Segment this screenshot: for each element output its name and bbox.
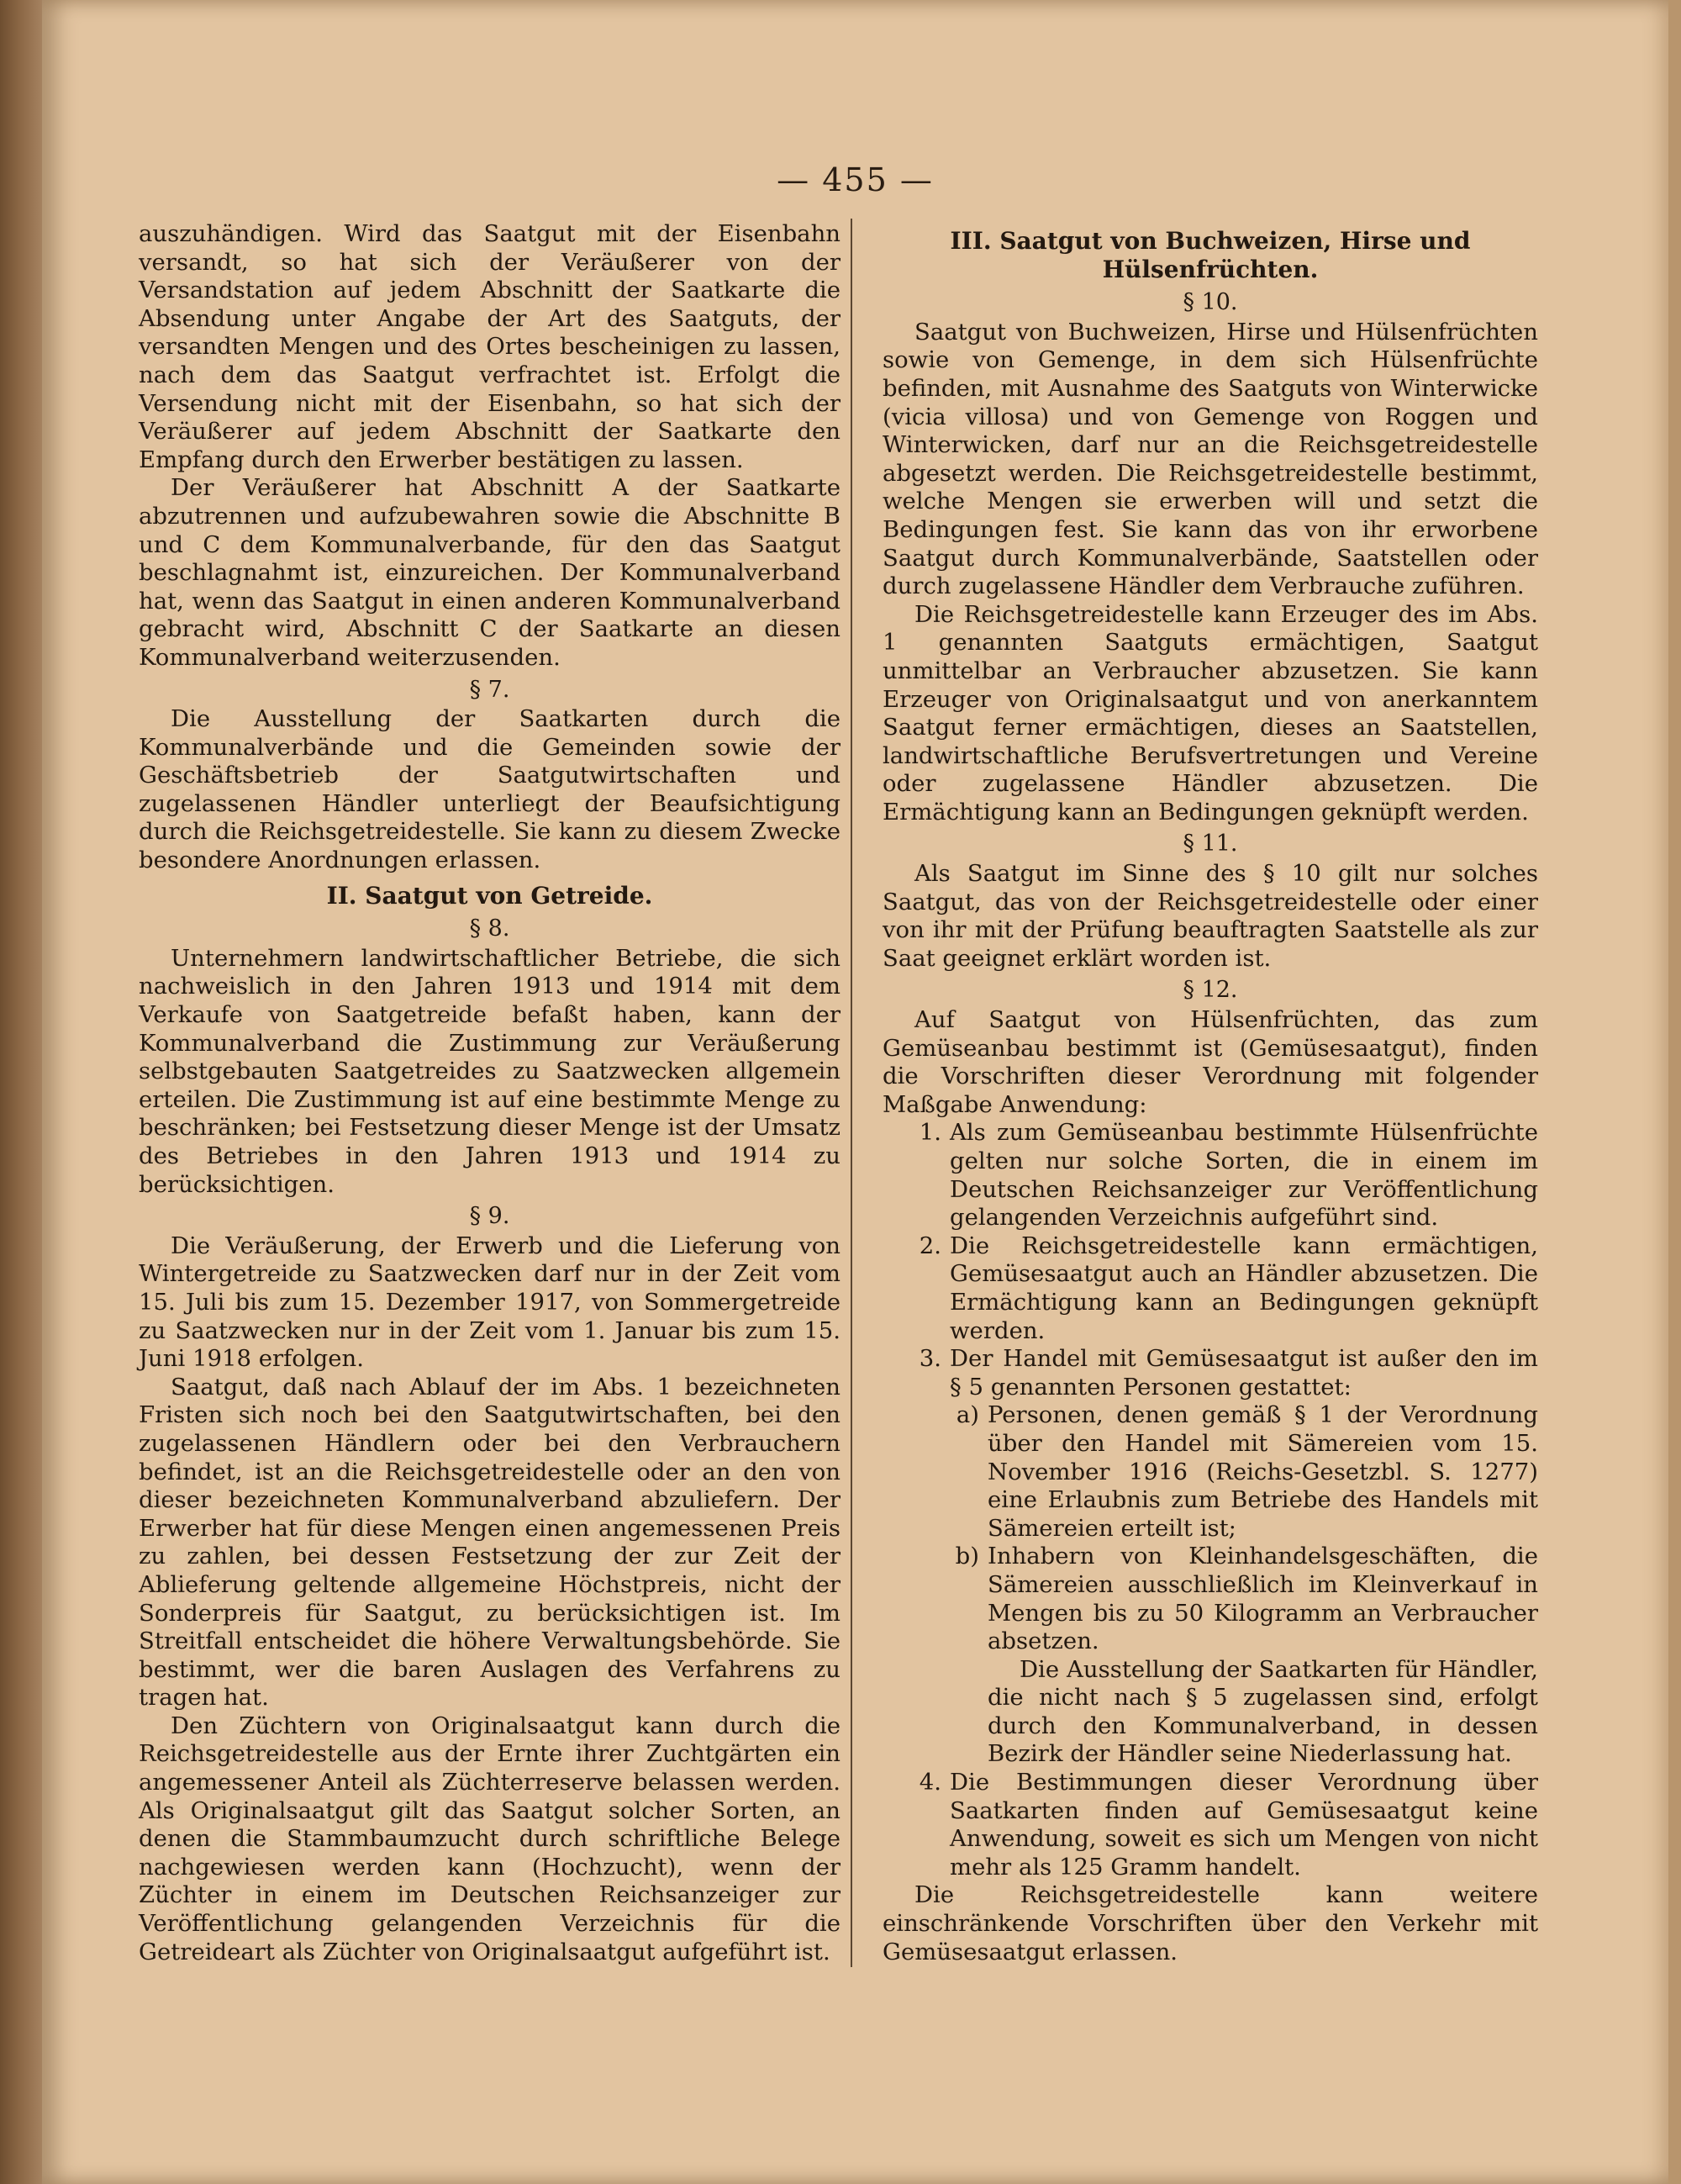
list-item	[883, 1119, 1538, 1232]
section-9-paragraph-1: Die Veräußerung, der Erwerb und die Lieferung von Wintergetreide zu Saatzwecken darf nur in der Zeit vom 15. Juli bis zum 15. Dezember 1917, von Sommergetreide zu Saatzwecken nur in der Zeit vom 1. Januar bis zum 15. Juni 1918 erfolgen.	[139, 1232, 840, 1373]
list-item-number: 3.	[919, 1345, 941, 1373]
list-item-text: Die Bestimmungen dieser Verordnung über Saatkarten finden auf Gemüsesaatgut keine Anwendung, soweit es sich um Mengen von nicht mehr als 125 Gramm handelt.	[950, 1769, 1538, 1881]
sub-list-note: Die Ausstellung der Saatkarten für Händler, die nicht nach § 5 zugelassen sind, erfolgt durch den Kommunalverband, in dessen Bezirk der Händler seine Niederlassung hat.	[988, 1655, 1538, 1768]
list-item	[883, 1232, 1538, 1345]
paragraph: Der Veräußerer hat Abschnitt A der Saatkarte abzutrennen und aufzubewahren sowie die Abschnitte B und C dem Kommunalverbande, für den das Saatgut beschlagnahmt ist, einzureichen. Der Kommunalverband hat, wenn das Saatgut in einen anderen Kommunalverband gebracht wird, Abschnitt C der Saatkarte an diesen Kommunalverband weiterzusenden.	[139, 474, 840, 671]
list-item-text: Der Handel mit Gemüsesaatgut ist außer den im § 5 genannten Personen gestattet:	[950, 1345, 1538, 1401]
list-item-number: 2.	[919, 1232, 941, 1259]
right-column	[883, 220, 1538, 1966]
column-divider	[851, 219, 852, 1967]
section-8-text: Unternehmern landwirtschaftlicher Betriebe, die sich nachweislich in den Jahren 1913 und 1914 mit dem Verkaufe von Saatgetreide befaßt haben, kann der Kommunalverband die Zustimmung zur Veräußerung selbstgebauten Saatgetreides zu Saatzwecken allgemein erteilen. Die Zustimmung ist auf eine bestimmte Menge zu beschränken; bei Festsetzung dieser Menge ist der Umsatz des Betriebes in den Jahren 1913 und 1914 zu berücksichtigen.	[139, 944, 840, 1198]
left-column	[139, 220, 840, 1966]
section-11-text: Als Saatgut im Sinne des § 10 gilt nur solches Saatgut, das von der Reichsgetreidestelle oder einer von ihr mit der Prüfung beauftragten Saatstelle als zur Saat geeignet erklärt worden ist.	[883, 860, 1538, 972]
closing-paragraph: Die Reichsgetreidestelle kann weitere einschränkende Vorschriften über den Verkehr mit Gemüsesaatgut erlassen.	[883, 1881, 1538, 1965]
page-number: — 455 —	[777, 161, 934, 198]
part-3-heading: III. Saatgut von Buchweizen, Hirse und Hülsenfrüchten.	[950, 227, 1471, 283]
book-binding-edge	[0, 0, 42, 2184]
sub-list-item-text: Personen, denen gemäß § 1 der Verordnung über den Handel mit Sämereien vom 15. November 1916 (Reichs-Gesetzbl. S. 1277) eine Erlaubnis zum Betriebe des Handels mit Sämereien erteilt ist;	[988, 1401, 1538, 1542]
section-12-intro: Auf Saatgut von Hülsenfrüchten, das zum Gemüseanbau bestimmt ist (Gemüsesaatgut), finden die Vorschriften dieser Verordnung mit folgender Maßgabe Anwendung:	[883, 1006, 1538, 1118]
section-11-heading: § 11.	[1183, 831, 1238, 857]
section-7-heading: § 7.	[469, 676, 510, 703]
list-item-text: Als zum Gemüseanbau bestimmte Hülsenfrüchte gelten nur solche Sorten, die in einem im Deutschen Reichsanzeiger zur Veröffentlichung gelangenden Verzeichnis aufgeführt sind.	[950, 1119, 1538, 1232]
section-9-paragraph-3: Den Züchtern von Originalsaatgut kann durch die Reichsgetreidestelle aus der Ernte ihrer Zuchtgärten ein angemessener Anteil als Züchterreserve belassen werden. Als Originalsaatgut gilt das Saatgut solcher Sorten, an denen die Stammbaumzucht durch schriftliche Belege nachgewiesen werden kann (Hochzucht), wenn der Züchter in einem im Deutschen Reichsanzeiger zur Veröffentlichung gelangenden Verzeichnis für die Getreideart als Züchter von Originalsaatgut aufgeführt ist.	[139, 1712, 840, 1965]
paragraph-continuation: auszuhändigen. Wird das Saatgut mit der Eisenbahn versandt, so hat sich der Veräußerer von der Versandstation auf jedem Abschnitt der Saatkarte die Absendung unter Angabe der Art des Saatguts, der versandten Mengen und des Ortes bescheinigen zu lassen, nach dem das Saatgut verfrachtet ist. Erfolgt die Versendung nicht mit der Eisenbahn, so hat sich der Veräußerer auf jedem Abschnitt der Saatkarte den Empfang durch den Erwerber bestätigen zu lassen.	[139, 220, 840, 473]
list-item	[883, 1345, 1538, 1401]
section-9-paragraph-2: Saatgut, daß nach Ablauf der im Abs. 1 bezeichneten Fristen sich noch bei den Saatgutwirtschaften, bei den zugelassenen Händlern oder bei den Verbrauchern befindet, ist an die Reichsgetreidestelle oder an den von dieser bezeichneten Kommunalverband abzuliefern. Der Erwerber hat für diese Mengen einen angemessenen Preis zu zahlen, bei dessen Festsetzung der zur Zeit der Ablieferung geltende allgemeine Höchstpreis, nicht der Sonderpreis für Saatgut, zu berücksichtigen ist. Im Streitfall entscheidet die höhere Verwaltungsbehörde. Sie bestimmt, wer die baren Auslagen des Verfahrens zu tragen hat.	[139, 1373, 840, 1712]
section-10-paragraph-2: Die Reichsgetreidestelle kann Erzeuger des im Abs. 1 genannten Saatguts ermächtigen, Saatgut unmittelbar an Verbraucher abzusetzen. Sie kann Erzeuger von Originalsaatgut und von anerkanntem Saatgut ferner ermächtigen, dieses an Saatstellen, landwirtschaftliche Berufsvertretungen und Vereine oder zugelassene Händler abzusetzen. Die Ermächtigung kann an Bedingungen geknüpft werden.	[883, 600, 1538, 826]
section-12-heading: § 12.	[1183, 977, 1238, 1004]
list-item-text: Die Reichsgetreidestelle kann ermächtigen, Gemüsesaatgut auch an Händler abzusetzen. Die Ermächtigung kann an Bedingungen geknüpft werden.	[950, 1232, 1538, 1344]
sub-list-item	[920, 1401, 1538, 1543]
section-9-heading: § 9.	[469, 1203, 510, 1230]
book-page	[42, 0, 1668, 2184]
section-7-text: Die Ausstellung der Saatkarten durch die Kommunalverbände und die Gemeinden sowie der Geschäftsbetrieb der Saatgutwirtschaften und zugelassenen Händler unterliegt der Beaufsichtigung durch die Reichsgetreidestelle. Sie kann zu diesem Zwecke besondere Anordnungen erlassen.	[139, 705, 840, 874]
sub-list-item-text: Inhabern von Kleinhandelsgeschäften, die Sämereien ausschließlich im Kleinverkauf in Mengen bis zu 50 Kilogramm an Verbraucher absetzen.	[988, 1543, 1538, 1655]
part-2-heading: II. Saatgut von Getreide.	[326, 881, 653, 910]
sub-list-item-letter: a)	[956, 1401, 979, 1429]
sub-list-item-letter: b)	[955, 1543, 979, 1570]
list-item-number: 4.	[919, 1769, 941, 1796]
list-item-number: 1.	[919, 1119, 941, 1147]
section-10-heading: § 10.	[1183, 289, 1238, 316]
section-8-heading: § 8.	[469, 915, 510, 942]
list-item	[883, 1769, 1538, 1881]
sub-list-item	[920, 1543, 1538, 1655]
section-10-paragraph-1: Saatgut von Buchweizen, Hirse und Hülsenfrüchten sowie von Gemenge, in dem sich Hülsenfrüchte befinden, mit Ausnahme des Saatguts von Winterwicke (vicia villosa) und von Gemenge von Roggen und Winterwicken, darf nur an die Reichsgetreidestelle abgesetzt werden. Die Reichsgetreidestelle bestimmt, welche Mengen sie erwerben will und setzt die Bedingungen fest. Sie kann das von ihr erworbene Saatgut durch Kommunalverbände, Saatstellen oder durch zugelassene Händler dem Verbrauche zuführen.	[883, 318, 1538, 600]
